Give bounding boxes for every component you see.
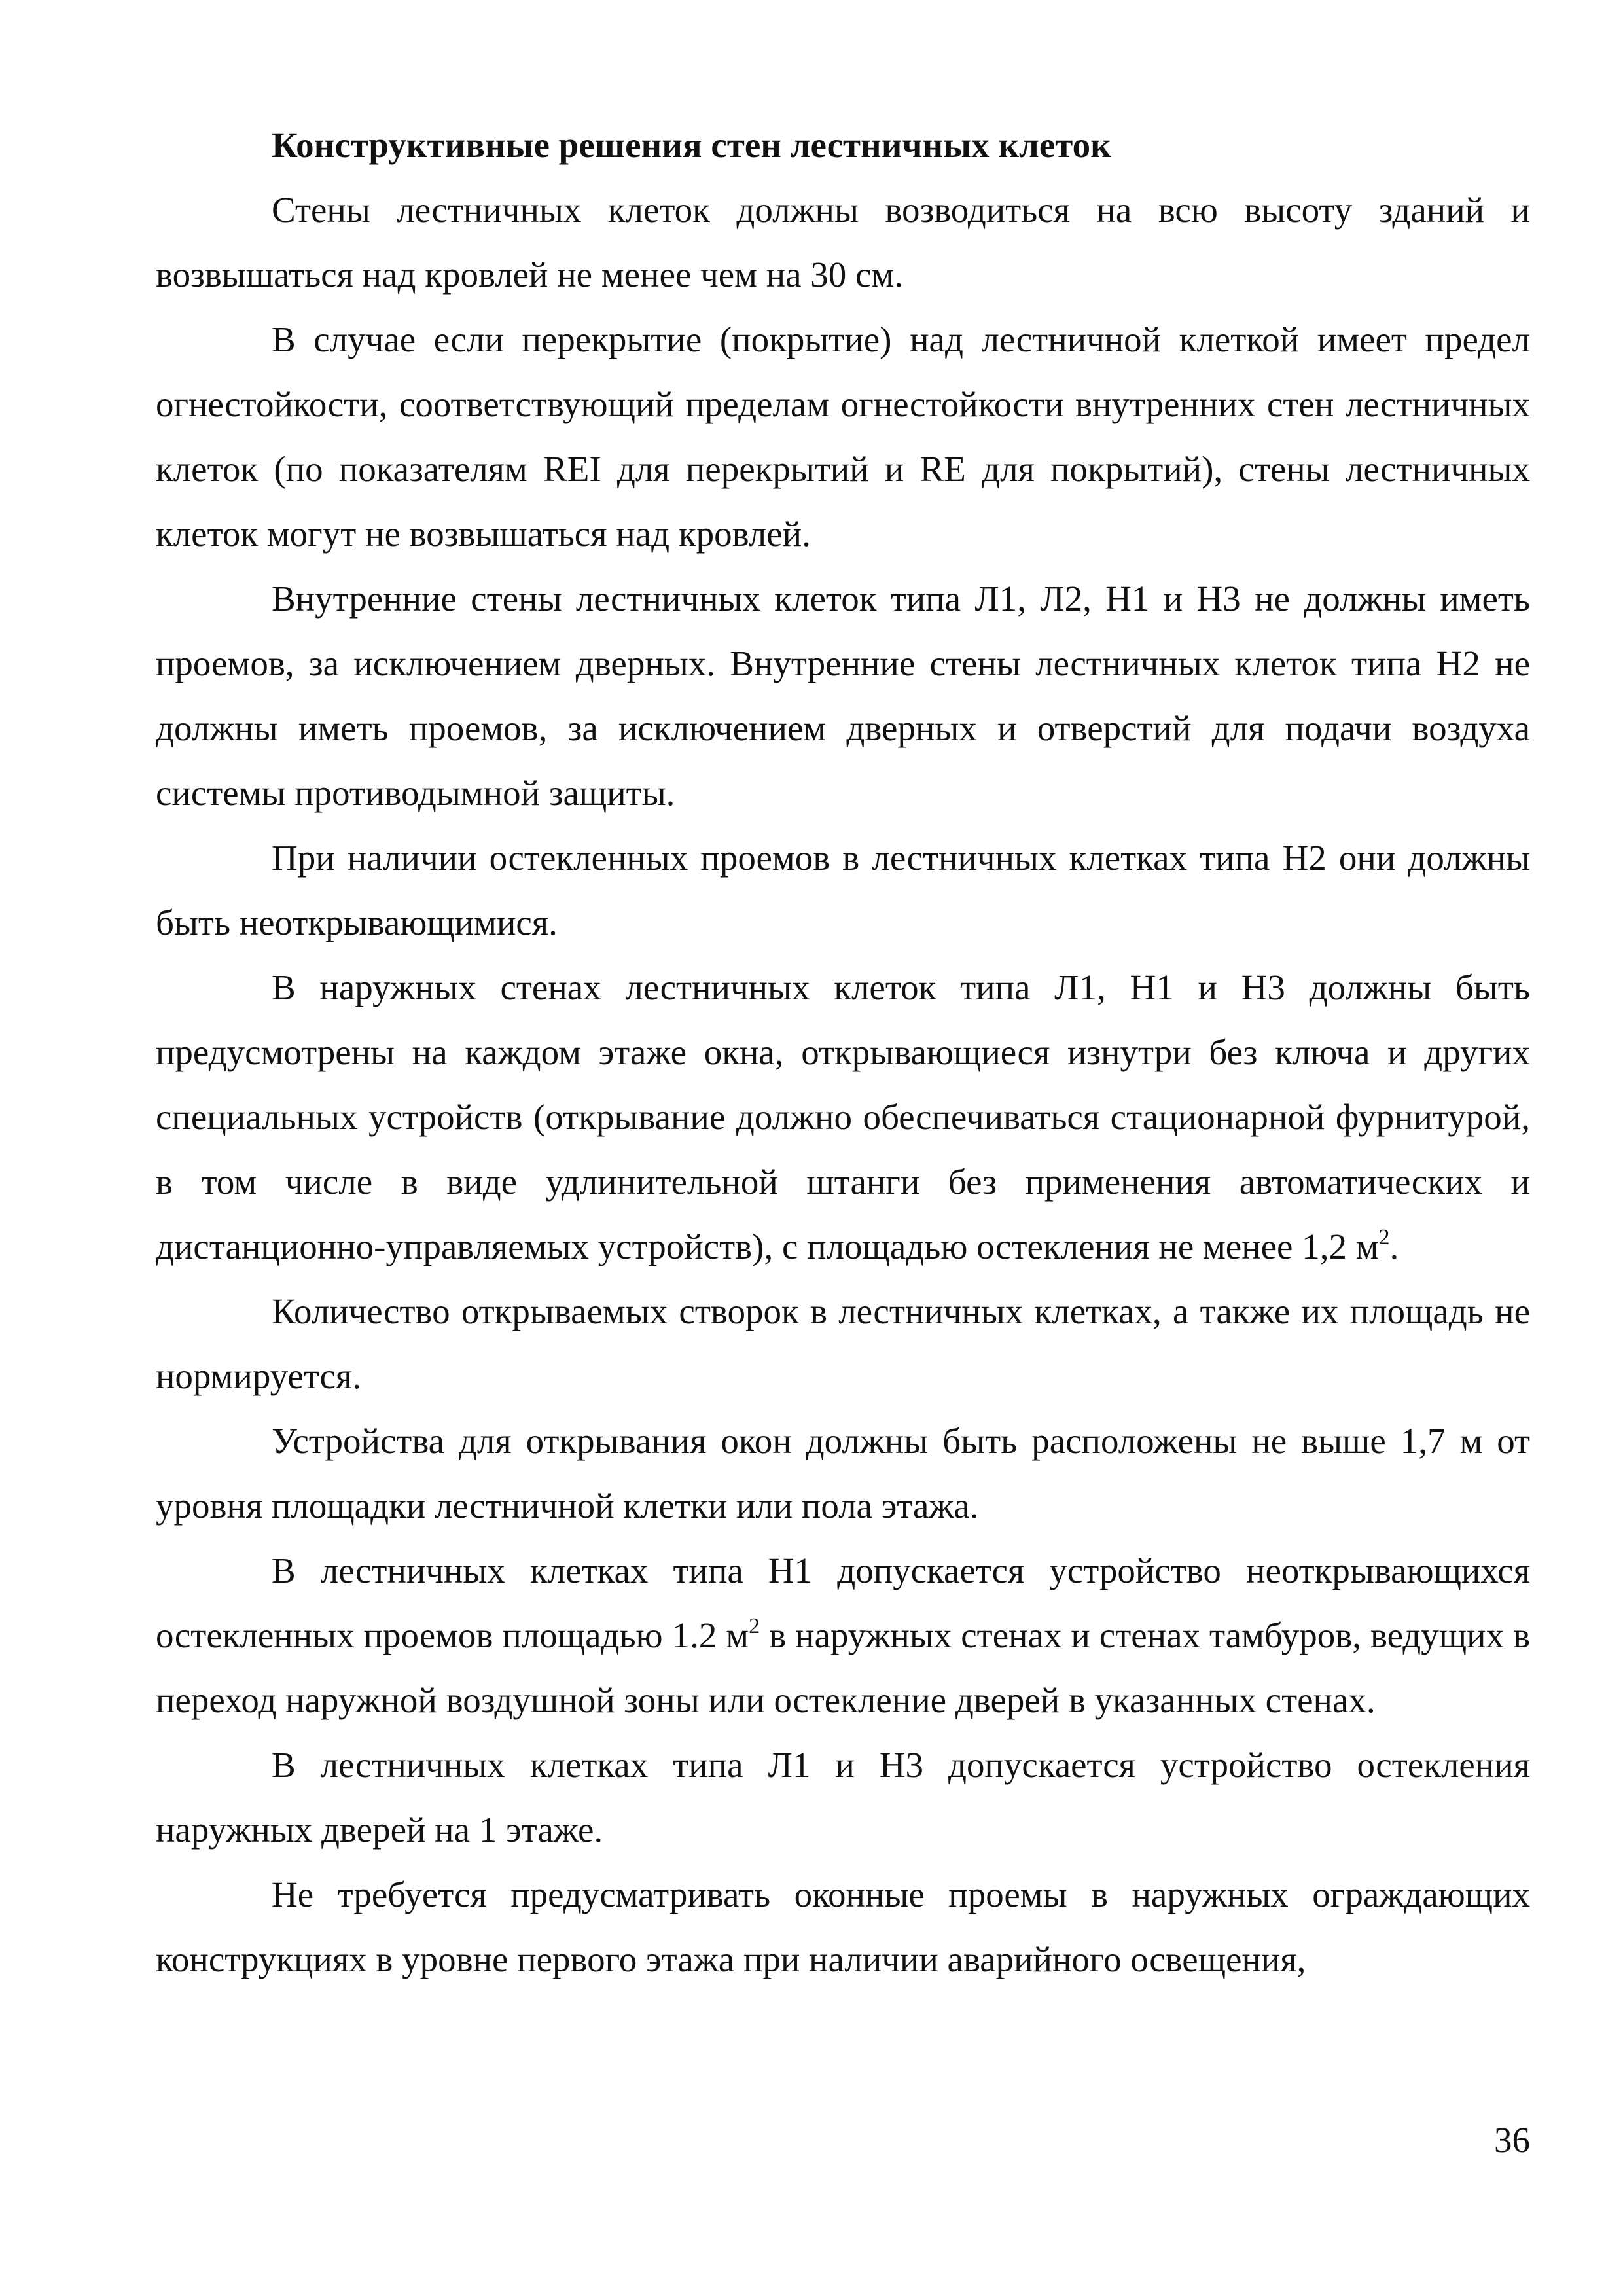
- page-number: 36: [1494, 2120, 1530, 2160]
- paragraph-1: Стены лестничных клеток должны возводиться на всю высоту зданий и возвышаться над кровлей не менее чем на 30 см.: [156, 190, 1530, 295]
- text-column: [156, 113, 1530, 1992]
- paragraph-7: Устройства для открывания окон должны быть расположены не выше 1,7 м от уровня площадки лестничной клетки или пола этажа.: [156, 1421, 1530, 1526]
- paragraph-5: [156, 955, 1530, 1279]
- paragraph-5-text: В наружных стенах лестничных клеток типа Л1, Н1 и Н3 должны быть предусмотрены на каждом этаже окна, открывающиеся изнутри без ключа и других специальных устройств (открывание должно обеспечиваться стационарной фурнитурой, в том числе в виде удлинительной штанги без применения автоматических и дистанционно-управляемых устройств), с площадью остекления не менее 1,2 м: [156, 967, 1530, 1266]
- section-heading: Конструктивные решения стен лестничных клеток: [272, 125, 1111, 165]
- paragraph-5-end: .: [1389, 1227, 1399, 1266]
- paragraph-10: Не требуется предусматривать оконные проемы в наружных ограждающих конструкциях в уровне первого этажа при наличии аварийного освещения,: [156, 1874, 1530, 1979]
- paragraph-3: Внутренние стены лестничных клеток типа Л1, Л2, Н1 и Н3 не должны иметь проемов, за исключением дверных. Внутренние стены лестничных клеток типа Н2 не должны иметь проемов, за исключением дверных и отверстий для подачи воздуха системы противодымной защиты.: [156, 579, 1530, 813]
- paragraph-9: В лестничных клетках типа Л1 и Н3 допускается устройство остекления наружных дверей на 1 этаже.: [156, 1745, 1530, 1850]
- superscript-squared: 2: [1378, 1225, 1390, 1249]
- paragraph-8-start: В лестничных клетках типа Н1 допускается устройство неоткрывающихся остекленных проемов площадью 1.2 м: [156, 1551, 1530, 1655]
- paragraph-4: При наличии остекленных проемов в лестничных клетках типа Н2 они должны быть неоткрывающимися.: [156, 838, 1530, 942]
- paragraph-2: В случае если перекрытие (покрытие) над лестничной клеткой имеет предел огнестойкости, соответствующий пределам огнестойкости внутренних стен лестничных клеток (по показателям REI для перекрытий и RE для покрытий), стены лестничных клеток могут не возвышаться над кровлей.: [156, 319, 1530, 554]
- paragraph-6: Количество открываемых створок в лестничных клетках, а также их площадь не нормируется.: [156, 1291, 1530, 1396]
- paragraph-8-end: в наружных стенах и стенах тамбуров, ведущих в переход наружной воздушной зоны или остекление дверей в указанных стенах.: [156, 1615, 1530, 1720]
- superscript-squared: 2: [749, 1614, 760, 1638]
- paragraph-8: [156, 1538, 1530, 1732]
